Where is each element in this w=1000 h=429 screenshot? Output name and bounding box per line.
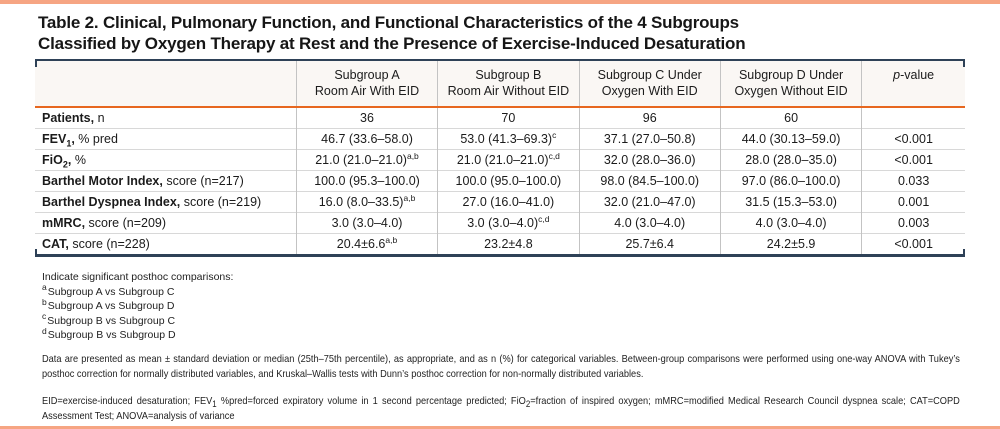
cell-mmrc-score-subgroup-d: 4.0 (3.0–4.0) [720,212,861,233]
table-title-line2: Classified by Oxygen Therapy at Rest and the Presence of Exercise-Induced Desaturation [38,34,746,53]
cell-cat-score-p-value: <0.001 [862,233,965,254]
cell-mmrc-score-subgroup-c: 4.0 (3.0–4.0) [579,212,720,233]
cell-fev1-pct-pred-subgroup-c: 37.1 (27.0–50.8) [579,128,720,149]
cell-cat-score-subgroup-d: 24.2±5.9 [720,233,861,254]
subgroups-table [35,61,965,254]
cell-barthel-dyspnea-index-subgroup-a: 16.0 $(8.0-33.5)^{a,b}$ [296,191,437,212]
cell-fev1-pct-pred-subgroup-a: 46.7 (33.6–58.0) [296,128,437,149]
column-header-p-value: p-value [862,61,965,107]
cell-cat-score-subgroup-c: 25.7±6.4 [579,233,720,254]
footnote-item-a: $^a$Subgroup A vs Subgroup C [42,282,175,298]
footnote-item-d: $^d$Subgroup B vs Subgroup D [42,325,176,341]
cell-barthel-motor-index-subgroup-a: 100.0 (95.3–100.0) [296,170,437,191]
table-row-cat-score [35,233,965,254]
cell-fev1-pct-pred-subgroup-b: 53.0 $(41.3-69.3)^c$ [438,128,579,149]
row-label-patients-n: Patients, n [42,110,105,125]
cell-barthel-motor-index-p-value: 0.033 [862,170,965,191]
table-row-fev1-pct-pred [35,128,965,149]
cell-barthel-dyspnea-index-p-value: 0.001 [862,191,965,212]
table-head [35,61,965,107]
cell-barthel-dyspnea-index-subgroup-c: 32.0 (21.0–47.0) [579,191,720,212]
cell-fio2-pct-subgroup-c: 32.0 (28.0–36.0) [579,149,720,170]
cell-barthel-motor-index-subgroup-b: 100.0 (95.0–100.0) [438,170,579,191]
table-row-barthel-motor-index [35,170,965,191]
row-label-cat-score: CAT, score (n=228) [35,233,296,254]
column-header-characteristic [35,61,296,107]
table-row-fio2-pct [35,149,965,170]
cell-patients-n-p-value [862,107,965,128]
cell-fev1-pct-pred-subgroup-d: 44.0 (30.13–59.0) [720,128,861,149]
cell-mmrc-score-subgroup-b: 3.0 $(3.0-4.0)^{c,d}$ [438,212,579,233]
cell-barthel-motor-index-subgroup-c: 98.0 (84.5–100.0) [579,170,720,191]
table-title-line1: Table 2. Clinical, Pulmonary Function, and Functional Characteristics of the 4 Subgroups [38,13,739,32]
table-row-patients-n [35,107,965,128]
cell-mmrc-score-p-value: 0.003 [862,212,965,233]
cell-barthel-dyspnea-index-subgroup-b: 27.0 (16.0–41.0) [438,191,579,212]
methods-note: Data are presented as mean ± standard deviation or median (25th–75th percentile), as appropriate, and as n (%) for categorical variables. Between-group comparisons were performed using one-way ANOVA with Tukey’s posthoc correction for normally distributed variables, and Kruskal–Wallis tests with Dunn’s posthoc correction for non-normally distributed variables. [42,352,960,380]
column-header-subgroup-d: Subgroup D Under Oxygen Without EID [720,61,861,107]
table-header-row [35,61,965,107]
cell-patients-n-subgroup-d: 60 [720,107,861,128]
posthoc-footnotes [42,270,965,343]
row-label-barthel-dyspnea-index: Barthel Dyspnea Index, score (n=219) [35,191,296,212]
table-bottom-rule [35,254,965,257]
cell-mmrc-score-subgroup-a: 3.0 (3.0–4.0) [296,212,437,233]
cell-patients-n-subgroup-c: 96 [579,107,720,128]
table-title [38,12,962,54]
table-top-rule [35,59,965,61]
table-frame [35,59,965,257]
footnote-list [42,282,965,343]
footnote-item-b: $^b$Subgroup A vs Subgroup D [42,296,175,312]
footnote-item-c: $^c$Subgroup B vs Subgroup C [42,311,176,327]
cell-patients-n-subgroup-b: 70 [438,107,579,128]
row-label-fev1-pct-pred: $FEV_1$, % pred [35,128,296,149]
column-header-subgroup-b: Subgroup B Room Air Without EID [438,61,579,107]
table-body [35,107,965,254]
cell-fio2-pct-subgroup-d: 28.0 (28.0–35.0) [720,149,861,170]
cell-fev1-pct-pred-p-value: <0.001 [862,128,965,149]
cell-cat-score-subgroup-a: $20.4\pm 6.6^{a,b}$ [296,233,437,254]
cell-fio2-pct-p-value: <0.001 [862,149,965,170]
column-header-subgroup-c: Subgroup C Under Oxygen With EID [579,61,720,107]
cell-barthel-motor-index-subgroup-d: 97.0 (86.0–100.0) [720,170,861,191]
row-label-barthel-motor-index: Barthel Motor Index, score (n=217) [35,170,296,191]
cell-barthel-dyspnea-index-subgroup-d: 31.5 (15.3–53.0) [720,191,861,212]
table-row-mmrc-score [35,212,965,233]
row-label-mmrc-score: mMRC, score (n=209) [35,212,296,233]
cell-fio2-pct-subgroup-b: 21.0 $(21.0-21.0)^{c,d}$ [438,149,579,170]
table-row-barthel-dyspnea-index [35,191,965,212]
cell-patients-n-subgroup-a: 36 [296,107,437,128]
cell-cat-score-subgroup-b: 23.2±4.8 [438,233,579,254]
row-label-fio2-pct: FiO$_2$, % [35,149,296,170]
abbreviations-note: EID=exercise-induced desaturation; $FEV_1$ %pred=forced expiratory volume in 1 second percentage predicted; FiO$_2$=fraction of inspired oxygen; mMRC=modified Medical Research Council dyspnea scale; CAT=COPD Assessment Test; ANOVA=analysis of variance [42,394,960,422]
cell-fio2-pct-subgroup-a: 21.0 $(21.0-21.0)^{a,b}$ [296,149,437,170]
column-header-subgroup-a: Subgroup A Room Air With EID [296,61,437,107]
footnote-intro: Indicate significant posthoc comparisons: [42,271,234,283]
